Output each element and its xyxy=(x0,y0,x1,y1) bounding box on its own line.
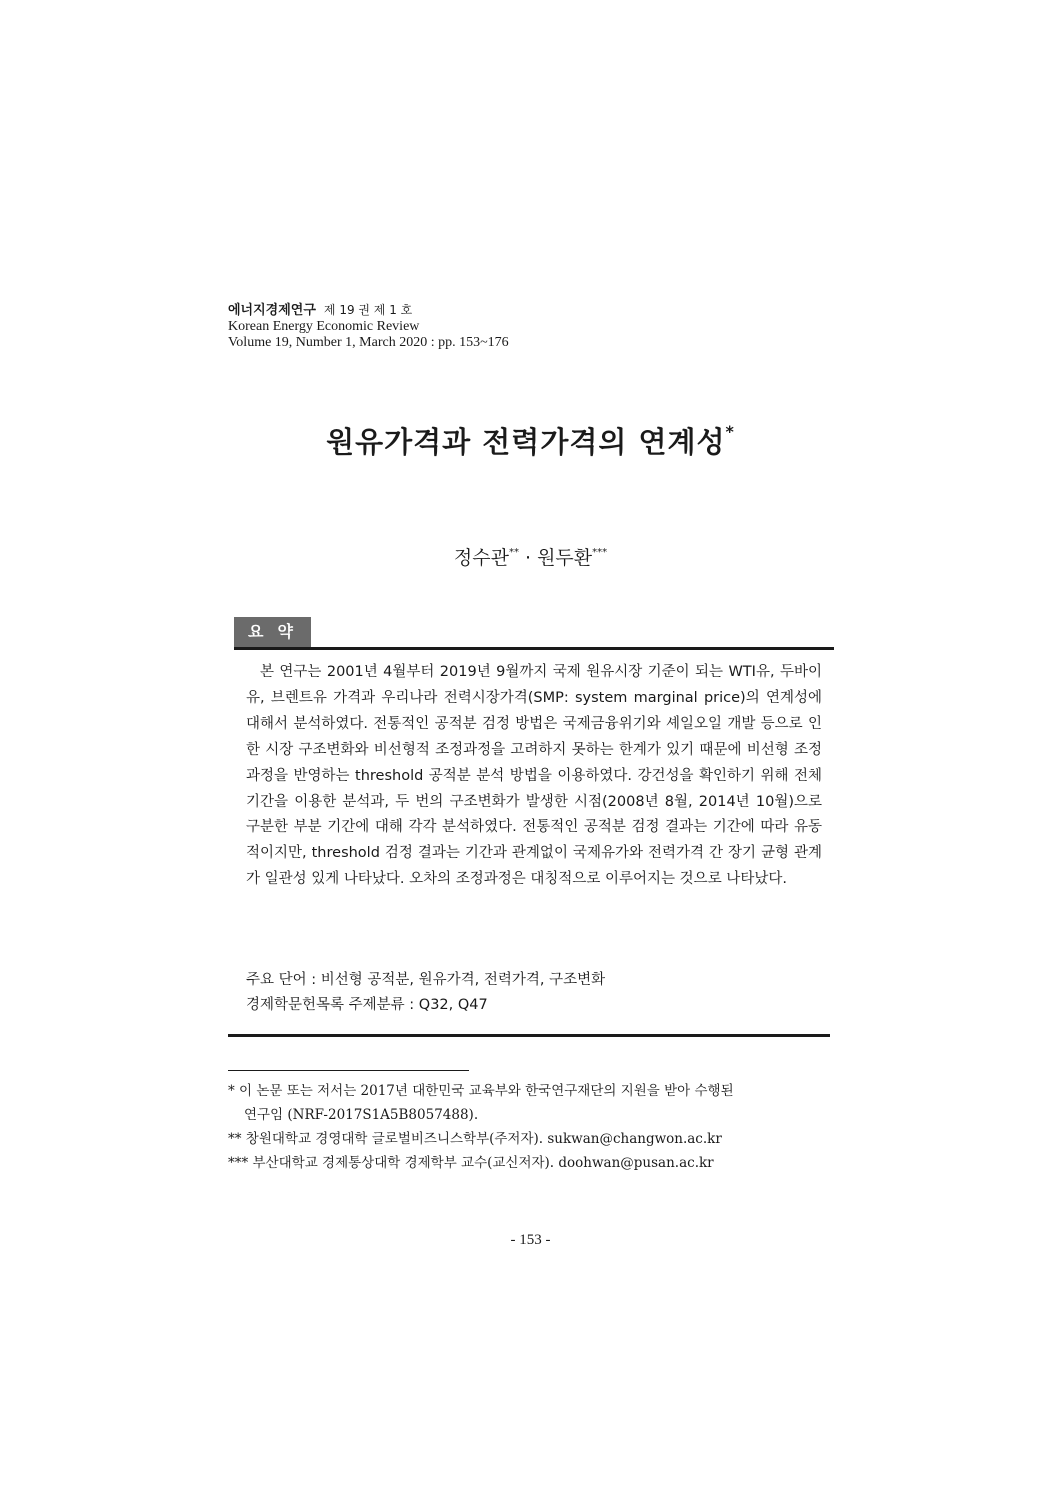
title-footnote-mark: * xyxy=(725,422,735,442)
footnote-mark: *** xyxy=(228,1155,249,1171)
footnote-text: 창원대학교 경영대학 글로벌비즈니스학부(주저자). sukwan@changwon.ac.kr xyxy=(241,1131,722,1147)
classification-line: 경제학문헌목록 주제분류 : Q32, Q47 xyxy=(246,997,488,1013)
keywords-block xyxy=(246,968,605,1018)
footnote-text: 부산대학교 경제통상대학 경제학부 교수(교신저자). doohwan@pusan.ac.kr xyxy=(248,1155,714,1171)
journal-name-en: Korean Energy Economic Review xyxy=(228,319,420,334)
footnote-corresponding-author xyxy=(228,1151,834,1175)
paper-title-text: 원유가격과 전력가격의 연계성 xyxy=(326,425,726,459)
footnote-rule xyxy=(228,1070,469,1071)
journal-volume-kr: 제 19 권 제 1 호 xyxy=(323,303,413,317)
keywords-line: 주요 단어 : 비선형 공적분, 원유가격, 전력가격, 구조변화 xyxy=(246,972,606,988)
footnote-mark: ** xyxy=(228,1131,242,1147)
author-separator: · xyxy=(518,547,538,569)
author-list xyxy=(0,543,1061,570)
author-2-mark: *** xyxy=(592,546,608,558)
footnote-continuation: 연구임 (NRF-2017S1A5B8057488). xyxy=(244,1107,479,1123)
footnote-funding xyxy=(228,1079,834,1127)
author-2: 원두환 xyxy=(537,547,593,569)
journal-citation: Volume 19, Number 1, March 2020 : pp. 153~176 xyxy=(228,335,509,350)
paper-title xyxy=(0,420,1061,461)
journal-name-line xyxy=(228,302,509,319)
footnote-mark: * xyxy=(228,1083,235,1099)
page-number: - 153 - xyxy=(510,1232,551,1248)
footnotes xyxy=(228,1079,834,1175)
journal-header xyxy=(228,302,509,351)
footnote-text: 이 논문 또는 저서는 2017년 대한민국 교육부와 한국연구재단의 지원을 받아 수행된 xyxy=(234,1083,734,1099)
abstract-body: 본 연구는 2001년 4월부터 2019년 9월까지 국제 원유시장 기준이 되는 WTI유, 두바이유, 브렌트유 가격과 우리나라 전력시장가격(SMP: system marginal price)의 연계성에 대해서 분석하였다. 전통적인 공적분 검정 방법은 국제금융위기와 셰일오일 개발 등으로 인한 시장 구조변화와 비선형적 조정과정을 고려하지 못하는 한계가 있기 때문에 비선형 조정과정을 반영하는 threshold 공적분 분석 방법을 이용하였다. 강건성을 확인하기 위해 전체 기간을 이용한 분석과, 두 번의 구조변화가 발생한 시점(2008년 8월, 2014년 10월)으로 구분한 부분 기간에 대해 각각 분석하였다. 전통적인 공적분 검정 결과는 기간에 따라 유동적이지만, threshold 검정 결과는 기간과 관계없이 국제유가와 전력가격 간 장기 균형 관계가 일관성 있게 나타났다. 오차의 조정과정은 대칭적으로 이루어지는 것으로 나타났다. xyxy=(246,664,822,888)
author-1-mark: ** xyxy=(508,546,519,558)
abstract-top-rule xyxy=(234,647,834,650)
abstract-bottom-rule xyxy=(228,1034,830,1037)
abstract-heading: 요약 xyxy=(234,617,311,647)
footnote-first-author xyxy=(228,1127,834,1151)
author-1: 정수관 xyxy=(453,547,509,569)
journal-name-kr: 에너지경제연구 xyxy=(228,303,316,318)
